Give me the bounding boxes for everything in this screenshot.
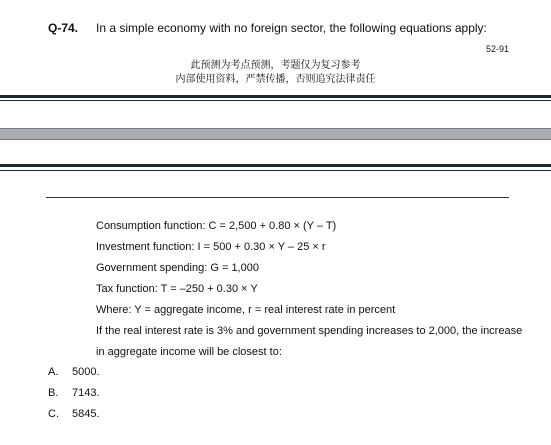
watermark-line-2: 内部使用资料，严禁传播，否则追究法律责任 xyxy=(175,74,376,85)
option-c-text: 5845. xyxy=(72,408,100,420)
option-b-letter: B. xyxy=(48,387,59,399)
divider-thick-bottom xyxy=(0,164,551,167)
option-a-letter: A. xyxy=(48,366,59,378)
option-b-text: 7143. xyxy=(72,387,100,399)
tax-function: Tax function: T = –250 + 0.30 × Y xyxy=(96,283,258,295)
question-code: 52-91 xyxy=(486,44,510,54)
divider-thick-top xyxy=(0,95,551,98)
definitions-line: Where: Y = aggregate income, r = real interest rate in percent xyxy=(96,304,396,316)
question-number: Q-74. xyxy=(48,21,79,35)
investment-function: Investment function: I = 500 + 0.30 × Y – 25 × r xyxy=(96,241,326,253)
question-line-1: If the real interest rate is 3% and government spending increases to 2,000, the increase xyxy=(96,325,523,337)
option-a-text: 5000. xyxy=(72,366,100,378)
divider-grey-band xyxy=(0,128,551,140)
watermark-line-1: 此预测为考点预测，考题仅为复习参考 xyxy=(190,60,361,71)
question-stem: In a simple economy with no foreign sector, the following equations apply: xyxy=(96,21,487,35)
government-spending: Government spending: G = 1,000 xyxy=(96,262,259,274)
question-line-2: in aggregate income will be closest to: xyxy=(96,346,282,358)
section-rule xyxy=(46,197,509,198)
divider-thin-bottom xyxy=(0,170,551,171)
option-c-letter: C. xyxy=(48,408,59,420)
consumption-function: Consumption function: C = 2,500 + 0.80 × (Y – T) xyxy=(96,220,337,232)
divider-thin-top xyxy=(0,100,551,101)
